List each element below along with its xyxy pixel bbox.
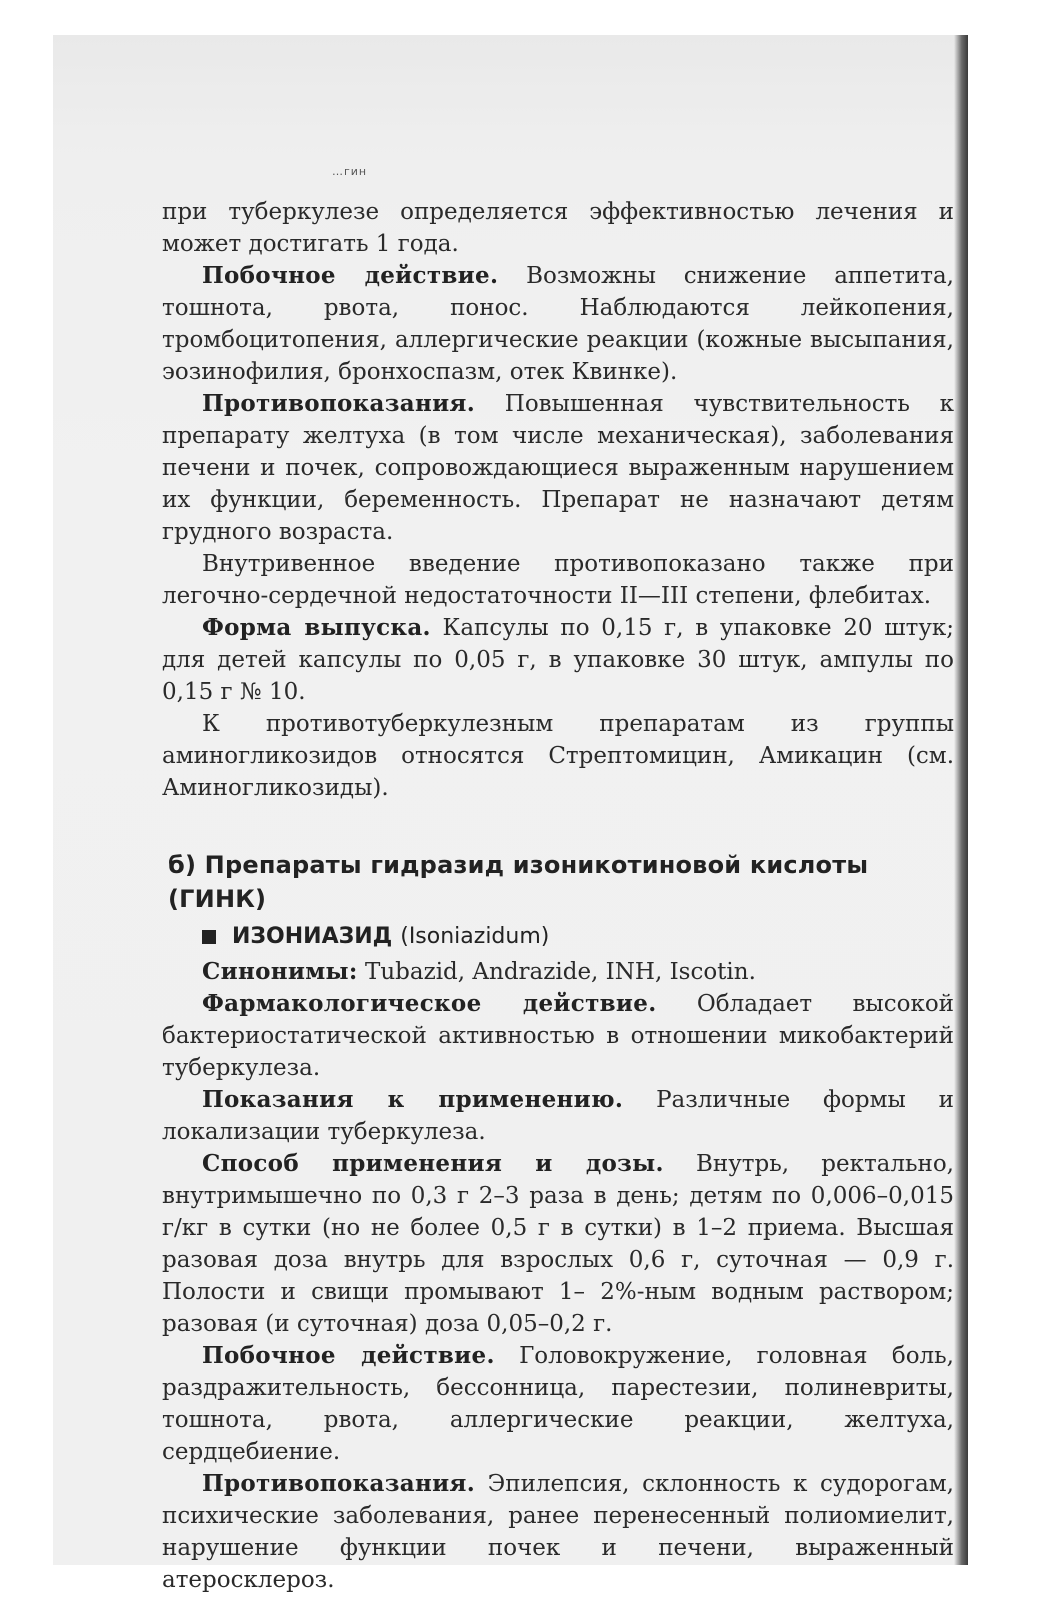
release-form-label: Форма выпуска. — [202, 614, 431, 641]
dosage-text: Внутрь, ректально, внутримышечно по 0,3 г 2–3 раза в день; детям по 0,006–0,015 г/кг в сутки (но не более 0,5 г в сутки) в 1–2 приема. Высшая разовая доза внутрь для взрослых 0,6 г, суточная — 0,9 г. Полости и свищи промывают 1– 2%-ным водным раствором; разовая (и суточная) доза 0,05–0,2 г. — [162, 1151, 954, 1337]
prev-side-effects-label: Побочное действие. — [202, 262, 499, 289]
indications-label: Показания к применению. — [202, 1086, 624, 1113]
drug-heading — [202, 922, 954, 952]
square-bullet-icon — [202, 930, 216, 944]
drug-name: ИЗОНИАЗИД — [232, 924, 393, 949]
synonyms-label: Синонимы: — [202, 958, 358, 985]
prev-contraindications-paragraph — [162, 388, 954, 548]
aminoglycoside-note-paragraph: К противотуберкулезным препаратам из группы аминогликозидов относятся Стрептомицин, Амикацин (см. Аминогликозиды). — [162, 711, 954, 801]
page-content — [162, 196, 954, 1596]
pharmacology-text: Обладает высокой бактериостатической активностью в отношении микобактерий туберкулеза. — [162, 991, 954, 1081]
pharmacology-label: Фармакологическое действие. — [202, 990, 657, 1017]
indications-paragraph — [162, 1084, 954, 1148]
prev-side-effects-text: Возможны снижение аппетита, тошнота, рвота, понос. Наблюдаются лейкопения, тромбоцитопения, аллергические реакции (кожные высыпания, эозинофилия, бронхоспазм, отек Квинке). — [162, 263, 954, 385]
intro-paragraph: при туберкулезе определяется эффективностью лечения и может достигать 1 года. — [162, 199, 954, 257]
side-effects-label: Побочное действие. — [202, 1342, 495, 1369]
side-effects-text: Головокружение, головная боль, раздражительность, бессонница, парестезии, полиневриты, тошнота, рвота, аллергические реакции, желтуха, сердцебиение. — [162, 1343, 954, 1465]
page-edge-shadow — [954, 35, 968, 1565]
dosage-label: Способ применения и дозы. — [202, 1150, 664, 1177]
contraindications-paragraph — [162, 1468, 954, 1596]
running-head: …гин — [332, 165, 368, 178]
prev-contraindications-label: Противопоказания. — [202, 390, 476, 417]
contraindications-label: Противопоказания. — [202, 1470, 476, 1497]
pharmacology-paragraph — [162, 988, 954, 1084]
side-effects-paragraph — [162, 1340, 954, 1468]
indications-text: Различные формы и локализации туберкулеза. — [162, 1087, 954, 1145]
drug-latin-name: (Isoniazidum) — [400, 924, 550, 949]
prev-side-effects-paragraph — [162, 260, 954, 388]
synonyms-text: Tubazid, Andrazide, INH, Iscotin. — [364, 959, 756, 985]
iv-note-paragraph: Внутривенное введение противопоказано также при легочно-сердечной недостаточности II—III степени, флебитах. — [162, 551, 954, 609]
release-form-paragraph — [162, 612, 954, 708]
release-form-text: Капсулы по 0,15 г, в упаковке 20 штук; для детей капсулы по 0,05 г, в упаковке 30 штук, ампулы по 0,15 г № 10. — [162, 615, 955, 705]
synonyms-paragraph — [162, 956, 954, 988]
dosage-paragraph — [162, 1148, 954, 1340]
section-heading: б) Препараты гидразид изоникотиновой кислоты (ГИНК) — [168, 851, 869, 913]
prev-contraindications-text: Повышенная чувствительность к препарату желтуха (в том числе механическая), заболевания печени и почек, сопровождающиеся выраженным нарушением их функции, беременность. Препарат не назначают детям грудного возраста. — [162, 391, 954, 545]
contraindications-text: Эпилепсия, склонность к судорогам, психические заболевания, ранее перенесенный полиомиелит, нарушение функции почек и печени, выраженный атеросклероз. — [162, 1471, 954, 1593]
